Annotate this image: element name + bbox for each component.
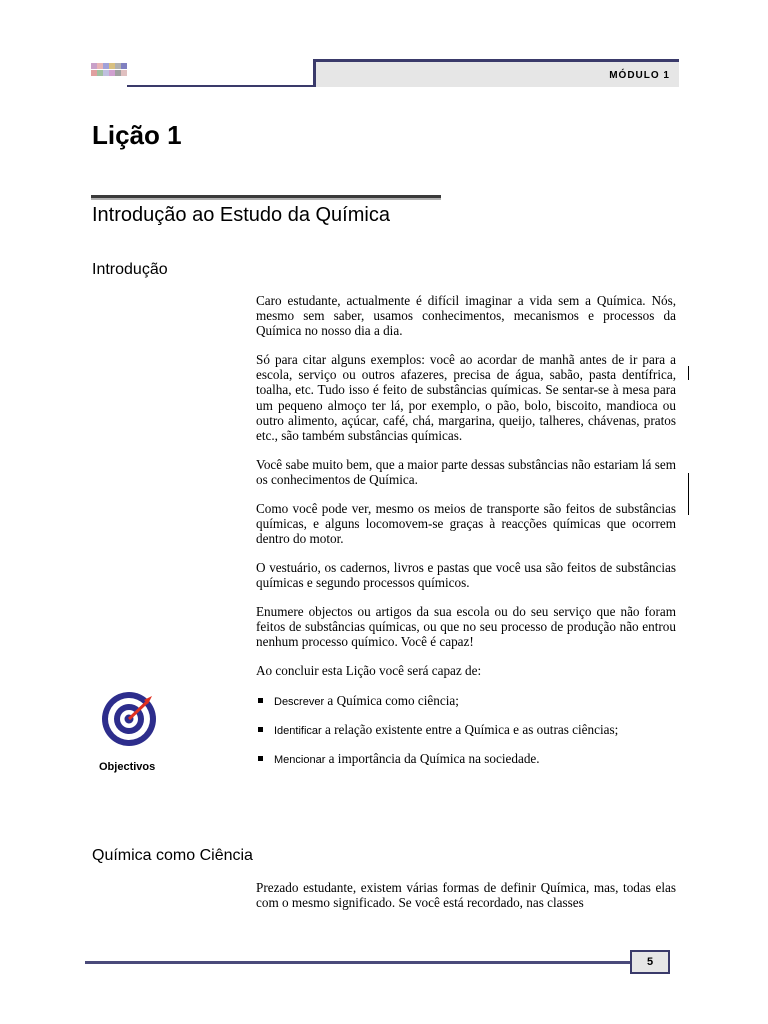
list-item (256, 693, 686, 722)
footer-rule (85, 961, 631, 964)
objectives-label: Objectivos (99, 761, 156, 773)
objective-verb: Identificar (274, 725, 322, 737)
logo-tile (121, 63, 127, 69)
intro-paragraph: Você sabe muito bem, que a maior parte dessas substâncias não estariam lá sem os conhecimentos de Química. (256, 457, 676, 488)
list-item (256, 751, 686, 780)
revision-bar (688, 473, 689, 515)
revision-bar (688, 366, 689, 380)
section-heading-intro: Introdução (92, 261, 168, 278)
objectives-list (256, 693, 686, 780)
objective-text: a importância da Química na sociedade. (325, 751, 540, 766)
chapter-title: Introdução ao Estudo da Química (92, 204, 390, 226)
section-heading-science: Química como Ciência (92, 847, 253, 864)
lesson-title: Lição 1 (92, 120, 182, 150)
intro-paragraph: Só para citar alguns exemplos: você ao acordar de manhã antes de ir para a escola, serviço ou outros afazeres, precisa de água, sabão, pasta dentífrica, toalha, etc. Tudo isso é feito de substâncias químicas. Se sentar-se à mesa para um pequeno almoço ter lá, por exemplo, o pão, bolo, biscoito, mandioca ou outro alimento, açúcar, café, chá, margarina, queijo, talheres, chávenas, pratos etc., são também substâncias químicas. (256, 352, 676, 444)
intro-paragraph: O vestuário, os cadernos, livros e pastas que você usa são feitos de substâncias químicas e segundo processos químicos. (256, 560, 676, 591)
module-logo (91, 63, 127, 77)
page-number: 5 (630, 950, 670, 974)
objective-text: a Química como ciência; (324, 693, 459, 708)
intro-paragraph: Enumere objectos ou artigos da sua escola ou do seu serviço que não foram feitos de substâncias químicas, ou que no seu processo de produção não entrou nenhum processo químico. Você é capaz! (256, 604, 676, 650)
logo-tile (121, 70, 127, 76)
science-paragraph: Prezado estudante, existem várias formas de definir Química, mas, todas elas com o mesmo significado. Se você está recordado, nas classes (256, 880, 676, 911)
title-rule-shadow (91, 198, 441, 200)
intro-paragraph: Como você pode ver, mesmo os meios de transporte são feitos de substâncias químicas, e alguns locomovem-se graças à reacções químicas que ocorrem dentro do motor. (256, 501, 676, 547)
intro-paragraph: Ao concluir esta Lição você será capaz de: (256, 663, 482, 678)
header-rule (127, 85, 315, 87)
objective-verb: Descrever (274, 696, 325, 708)
intro-paragraph: Caro estudante, actualmente é difícil imaginar a vida sem a Química. Nós, mesmo sem saber, usamos conhecimentos, mecanismos e processos da Química no nosso dia a dia. (256, 293, 676, 339)
objective-text: a relação existente entre a Química e as outras ciências; (321, 722, 619, 737)
list-item (256, 722, 686, 751)
objective-verb: Mencionar (274, 754, 326, 766)
target-icon (100, 690, 158, 748)
module-label: MÓDULO 1 (609, 70, 670, 81)
